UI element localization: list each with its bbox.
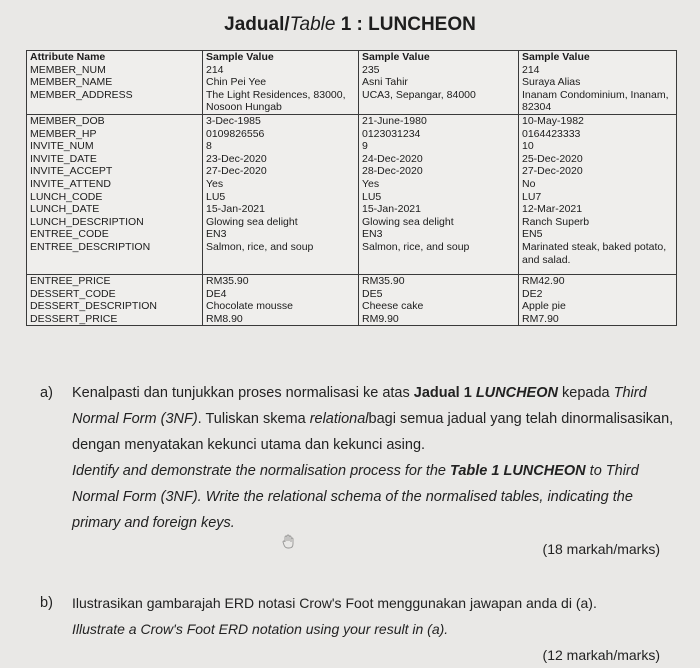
attribute-name-cell: LUNCH_CODE xyxy=(27,191,203,204)
sample-value-cell: 15-Jan-2021 xyxy=(203,203,359,216)
sample-value-cell: Yes xyxy=(359,178,519,191)
page-title: Jadual/Table 1 : LUNCHEON xyxy=(224,14,476,35)
table-row xyxy=(27,76,677,89)
attribute-name-cell: MEMBER_ADDRESS xyxy=(27,89,203,115)
attribute-name-cell: ENTREE_DESCRIPTION xyxy=(27,241,203,275)
question-b-marks: (12 markah/marks) xyxy=(542,647,660,663)
sample-value-cell: 27-Dec-2020 xyxy=(519,165,677,178)
sample-value-cell: DE5 xyxy=(359,288,519,301)
question-a-label: a) xyxy=(40,385,53,401)
sample-value-cell: 10-May-1982 xyxy=(519,114,677,127)
sample-value-cell: 8 xyxy=(203,140,359,153)
table-row xyxy=(27,288,677,301)
sample-value-cell: 24-Dec-2020 xyxy=(359,153,519,166)
sample-value-cell: RM9.90 xyxy=(359,313,519,326)
sample-value-cell: DE4 xyxy=(203,288,359,301)
sample-value-cell: RM8.90 xyxy=(203,313,359,326)
sample-value-cell: Inanam Condominium, Inanam, 82304 xyxy=(519,89,677,115)
sample-value-cell: Glowing sea delight xyxy=(203,216,359,229)
sample-value-cell: Marinated steak, baked potato, and salad. xyxy=(519,241,677,275)
sample-value-cell: 28-Dec-2020 xyxy=(359,165,519,178)
sample-value-cell: Salmon, rice, and soup xyxy=(203,241,359,275)
sample-value-cell: Cheese cake xyxy=(359,300,519,313)
table-row xyxy=(27,216,677,229)
table-row xyxy=(27,275,677,288)
table-row xyxy=(27,191,677,204)
table-row xyxy=(27,241,677,275)
table-header-cell: Attribute Name xyxy=(27,51,203,64)
table-row xyxy=(27,128,677,141)
attribute-name-cell: DESSERT_DESCRIPTION xyxy=(27,300,203,313)
table-row xyxy=(27,153,677,166)
sample-value-cell: 235 xyxy=(359,64,519,77)
question-b-english: Illustrate a Crow's Foot ERD notation using your result in (a). xyxy=(72,621,449,637)
attribute-name-cell: ENTREE_PRICE xyxy=(27,275,203,288)
sample-value-cell: 23-Dec-2020 xyxy=(203,153,359,166)
sample-value-cell: 15-Jan-2021 xyxy=(359,203,519,216)
question-a-malay: Kenalpasti dan tunjukkan proses normalisasi ke atas Jadual 1 LUNCHEON kepada Third Normal Form (3NF). Tuliskan skema relationalbagi semua jadual yang telah dinormalisasikan, dengan menyatakan kekunci utama dan kekunci asing. xyxy=(72,385,674,453)
table-row xyxy=(27,114,677,127)
questions-section xyxy=(40,380,680,668)
question-b-malay: Ilustrasikan gambarajah ERD notasi Crow's Foot menggunakan jawapan anda di (a). xyxy=(72,595,597,611)
sample-value-cell: Asni Tahir xyxy=(359,76,519,89)
question-a-marks: (18 markah/marks) xyxy=(542,541,660,557)
sample-value-cell: Yes xyxy=(203,178,359,191)
sample-value-cell: Chin Pei Yee xyxy=(203,76,359,89)
table-row xyxy=(27,178,677,191)
sample-value-cell: DE2 xyxy=(519,288,677,301)
hand-cursor-icon xyxy=(280,534,296,550)
table-header-cell: Sample Value xyxy=(203,51,359,64)
sample-value-cell: Suraya Alias xyxy=(519,76,677,89)
sample-value-cell: UCA3, Sepangar, 84000 xyxy=(359,89,519,115)
table-row xyxy=(27,313,677,326)
table-row xyxy=(27,228,677,241)
sample-value-cell: 27-Dec-2020 xyxy=(203,165,359,178)
table-row xyxy=(27,64,677,77)
attribute-name-cell: INVITE_ACCEPT xyxy=(27,165,203,178)
sample-value-cell: EN5 xyxy=(519,228,677,241)
sample-value-cell: Apple pie xyxy=(519,300,677,313)
sample-value-cell: No xyxy=(519,178,677,191)
attribute-name-cell: LUNCH_DATE xyxy=(27,203,203,216)
question-b xyxy=(40,590,680,668)
sample-value-cell: 9 xyxy=(359,140,519,153)
attribute-name-cell: DESSERT_CODE xyxy=(27,288,203,301)
table-row xyxy=(27,140,677,153)
table-row xyxy=(27,89,677,115)
sample-value-cell: 214 xyxy=(519,64,677,77)
sample-value-cell: RM7.90 xyxy=(519,313,677,326)
sample-value-cell: LU5 xyxy=(359,191,519,204)
sample-value-cell: 0109826556 xyxy=(203,128,359,141)
sample-value-cell: 21-June-1980 xyxy=(359,114,519,127)
sample-value-cell: 3-Dec-1985 xyxy=(203,114,359,127)
table-header-row xyxy=(27,51,677,64)
attribute-name-cell: MEMBER_DOB xyxy=(27,114,203,127)
sample-value-cell: Salmon, rice, and soup xyxy=(359,241,519,275)
sample-value-cell: RM35.90 xyxy=(203,275,359,288)
sample-value-cell: 214 xyxy=(203,64,359,77)
attribute-name-cell: MEMBER_HP xyxy=(27,128,203,141)
luncheon-table xyxy=(26,50,677,326)
sample-value-cell: LU5 xyxy=(203,191,359,204)
table-header-cell: Sample Value xyxy=(359,51,519,64)
attribute-name-cell: ENTREE_CODE xyxy=(27,228,203,241)
attribute-name-cell: DESSERT_PRICE xyxy=(27,313,203,326)
attribute-name-cell: INVITE_ATTEND xyxy=(27,178,203,191)
sample-value-cell: Glowing sea delight xyxy=(359,216,519,229)
sample-value-cell: LU7 xyxy=(519,191,677,204)
sample-value-cell: The Light Residences, 83000, Nosoon Hungab xyxy=(203,89,359,115)
attribute-name-cell: INVITE_DATE xyxy=(27,153,203,166)
sample-value-cell: Chocolate mousse xyxy=(203,300,359,313)
sample-value-cell: 12-Mar-2021 xyxy=(519,203,677,216)
table-row xyxy=(27,300,677,313)
attribute-name-cell: LUNCH_DESCRIPTION xyxy=(27,216,203,229)
sample-value-cell: 25-Dec-2020 xyxy=(519,153,677,166)
attribute-name-cell: MEMBER_NAME xyxy=(27,76,203,89)
question-a xyxy=(40,380,680,562)
attribute-name-cell: INVITE_NUM xyxy=(27,140,203,153)
sample-value-cell: RM42.90 xyxy=(519,275,677,288)
question-a-english: Identify and demonstrate the normalisation process for the Table 1 LUNCHEON to Third Normal Form (3NF). Write the relational schema of the normalised tables, indicating the primary and foreign keys. xyxy=(72,463,639,531)
table-row xyxy=(27,165,677,178)
sample-value-cell: 0123031234 xyxy=(359,128,519,141)
sample-value-cell: EN3 xyxy=(203,228,359,241)
attribute-name-cell: MEMBER_NUM xyxy=(27,64,203,77)
sample-value-cell: 0164423333 xyxy=(519,128,677,141)
sample-value-cell: Ranch Superb xyxy=(519,216,677,229)
sample-value-cell: 10 xyxy=(519,140,677,153)
question-b-label: b) xyxy=(40,595,53,611)
table-header-cell: Sample Value xyxy=(519,51,677,64)
sample-value-cell: EN3 xyxy=(359,228,519,241)
table-row xyxy=(27,203,677,216)
sample-value-cell: RM35.90 xyxy=(359,275,519,288)
